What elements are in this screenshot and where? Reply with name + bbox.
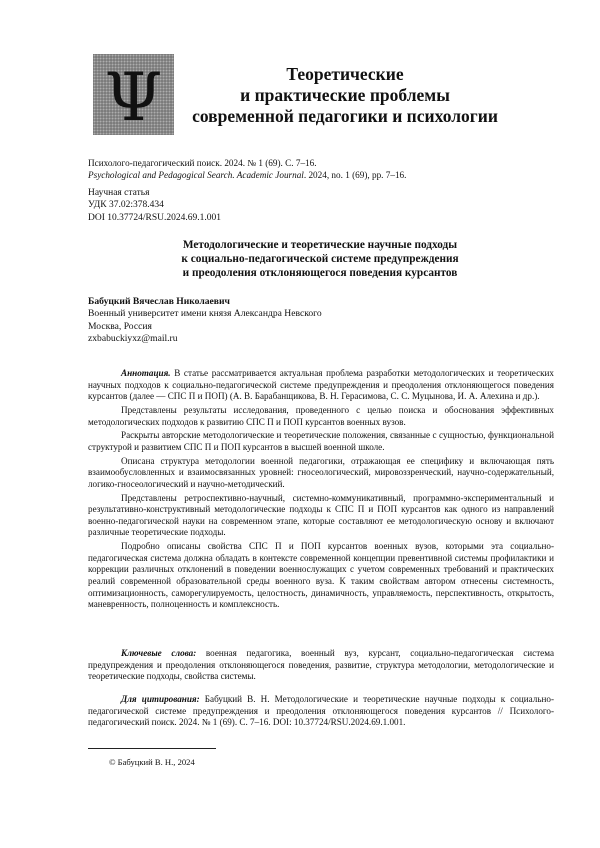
article-title-line: Методологические и теоретические научные подходы <box>182 239 458 251</box>
how-to-cite-label: Для цитирования: <box>121 694 200 704</box>
author-affiliation: Военный университет имени князя Александра Невского <box>88 308 322 320</box>
abstract-paragraph <box>88 368 554 403</box>
citation-en-journal: Psychological and Pedagogical Search. Academic Journal <box>88 170 304 180</box>
journal-logo <box>93 54 174 135</box>
keywords-label: Ключевые слова: <box>121 648 197 658</box>
article-title-line: и преодоления отклоняющегося поведения курсантов <box>182 267 458 280</box>
psi-glyph: Ψ <box>104 59 163 135</box>
how-to-cite <box>88 694 554 729</box>
journal-title <box>178 64 512 127</box>
udk: УДК 37.02:378.434 <box>88 200 164 211</box>
copyright: © Бабуцкий В. Н., 2024 <box>109 757 195 767</box>
citation-en <box>88 169 406 181</box>
abstract-paragraph: Раскрыты авторские методологические и теоретические положения, связанные с сущностью, функциональной структурой и развитием СПС П и ПОП курсантов в высшей военной школе. <box>88 430 554 452</box>
journal-title-line: современной педагогики и психологии <box>192 106 498 126</box>
abstract <box>88 368 554 613</box>
abstract-paragraph: Описана структура методологии военной педагогики, отражающая ее специфику и включающая пять взаимообусловленных и взаимосвязанных уровней: гносеологический, мировоззренческий, научно-содержательный, логико-гносеологический и научно-методический. <box>88 455 554 489</box>
article-meta <box>88 187 221 224</box>
citation-en-rest: . 2024, no. 1 (69), pp. 7–16. <box>303 170 407 180</box>
article-title <box>160 238 480 281</box>
author-name: Бабуцкий Вячеслав Николаевич <box>88 296 230 307</box>
keywords <box>88 648 554 683</box>
abstract-paragraph: Представлены ретроспективно-научный, системно-коммуникативный, программно-экспериментальный и результативно-конструктивный методологические подходы к СПС П и ПОП курсантов как одного из направлений военно-педагогической науки на современном этапе, которые составляют ее методологическую основу и включают различные теоретические подходы. <box>88 492 554 538</box>
doi: DOI 10.37724/RSU.2024.69.1.001 <box>88 212 222 223</box>
abstract-label: Аннотация. <box>121 368 171 378</box>
author-block <box>88 296 322 346</box>
journal-title-line: и практические проблемы <box>240 85 450 105</box>
author-email[interactable]: zxbabuckiyxz@mail.ru <box>88 333 178 345</box>
article-title-line: к социально-педагогической системе предупреждения <box>181 253 459 266</box>
journal-title-line: Теоретические <box>286 64 404 84</box>
abstract-paragraph: Представлены результаты исследования, проведенного с целью поиска и обоснования эффективных методологических подходов к развитию СПС П и ПОП курсантов военных вузов. <box>88 404 554 427</box>
citation-ru: Психолого-педагогический поиск. 2024. № 1 (69). С. 7–16. <box>88 158 317 168</box>
abstract-paragraph: Подробно описаны свойства СПС П и ПОП курсантов военных вузов, которыми эта социально-педагогическая система должна обладать в контексте современной концепции превентивной системы профилактики и коррекции различных отклонений в поведении военнослужащих с учетом современных требований и практических реалий современной образовательной среды военного вуза. К таким свойствам автором отнесены системность, оптимизационность, саморегулируемость, целостность, динамичность, управляемость, перспективность, открытость, маневренность, полноценность и комплексность. <box>88 541 554 610</box>
keywords-text: военная педагогика, военный вуз, курсант, социально-педагогическая система предупреждения и преодоления отклоняющегося поведения, развитие, структура методологии, методологические и теоретические подходы, свойства системы. <box>88 648 554 682</box>
how-to-cite-text: Бабуцкий В. Н. Методологические и теоретические научные подходы к социально-педагогической системе предупреждения и преодоления отклоняющегося поведения курсантов // Психолого-педагогический поиск. 2024. № 1 (69). С. 7–16. DOI: 10.37724/RSU.2024.69.1.001. <box>88 694 554 728</box>
abstract-text: В статье рассматривается актуальная проблема разработки методологических и теоретических научных подходов к социально-педагогической системе предупреждения и преодоления отклоняющегося поведения курсантов (далее — СПС П и ПОП) (А. В. Барабанщикова, В. Н. Герасимова, С. С. Муцынова, И. А. Алехина и др.). <box>88 368 554 402</box>
article-type: Научная статья <box>88 188 150 198</box>
author-location: Москва, Россия <box>88 320 152 332</box>
footnote-divider <box>88 748 216 749</box>
